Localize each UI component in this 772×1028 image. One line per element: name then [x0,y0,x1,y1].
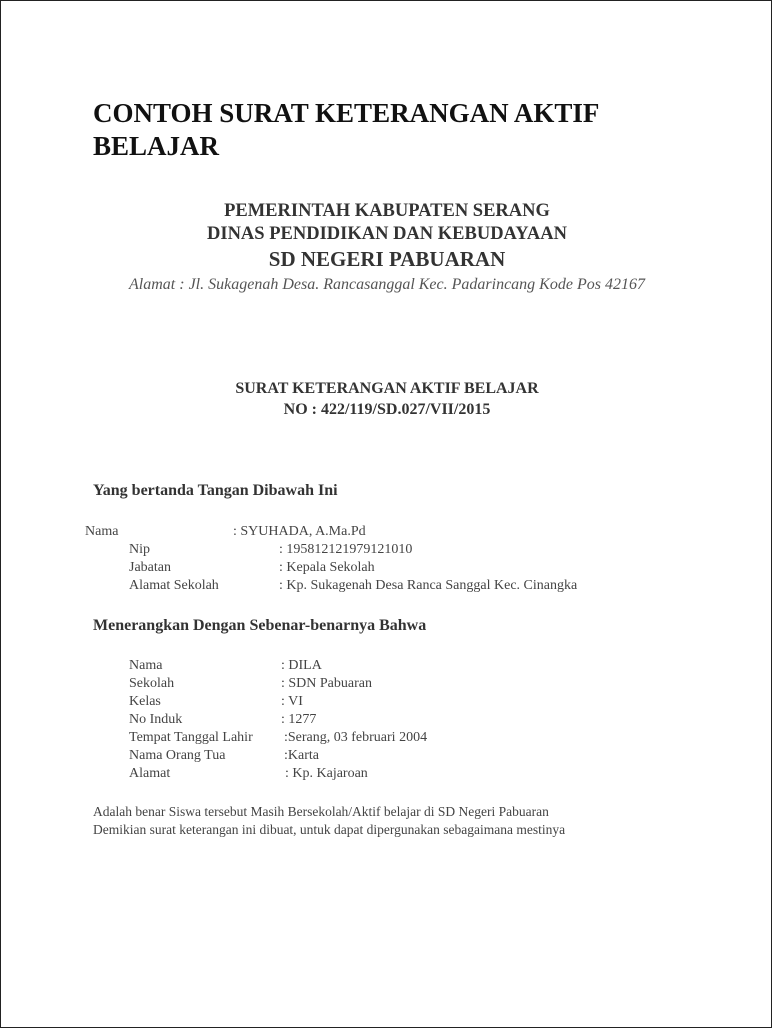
field-label: Nama [129,658,163,673]
field-value: : SYUHADA, A.Ma.Pd [233,524,366,539]
title-line-2: BELAJAR [93,131,220,161]
field-value: : Kp. Kajaroan [285,766,368,781]
field-label: No Induk [129,712,183,727]
field-label: Jabatan [129,560,171,575]
letter-title: SURAT KETERANGAN AKTIF BELAJAR [235,380,539,397]
signer-heading: Yang bertanda Tangan Dibawah Ini [93,482,338,499]
field-value: : DILA [281,658,322,673]
closing-line-1: Adalah benar Siswa tersebut Masih Bersekolah/Aktif belajar di SD Negeri Pabuaran [93,804,549,819]
letterhead-government: PEMERINTAH KABUPATEN SERANG [224,201,550,221]
field-label: Alamat Sekolah [129,578,219,593]
field-value: : 1277 [281,712,317,727]
letterhead-department: DINAS PENDIDIKAN DAN KEBUDAYAAN [207,224,567,244]
title-line-1: CONTOH SURAT KETERANGAN AKTIF [93,98,600,128]
field-value: :Karta [284,748,319,763]
field-label: Nama [85,524,119,539]
field-value: : 195812121979121010 [279,542,413,557]
letter-heading [1,378,772,420]
field-label: Nama Orang Tua [129,748,226,763]
field-label: Alamat [129,766,171,781]
letter-number: NO : 422/119/SD.027/VII/2015 [283,401,491,418]
document-title [93,97,713,163]
field-label: Nip [129,542,150,557]
field-value: : Kp. Sukagenah Desa Ranca Sanggal Kec. Cinangka [279,578,578,593]
letterhead-address: Alamat : Jl. Sukagenah Desa. Rancasanggal Kec. Padarincang Kode Pos 42167 [129,276,645,293]
closing-line-2: Demikian surat keterangan ini dibuat, untuk dapat dipergunakan sebagaimana mestinya [93,822,566,837]
field-value: : Kepala Sekolah [279,560,375,575]
letterhead [1,200,772,296]
letterhead-school: SD NEGERI PABUARAN [268,247,506,271]
field-label: Kelas [129,694,161,709]
field-value: :Serang, 03 februari 2004 [284,730,428,745]
statement-heading: Menerangkan Dengan Sebenar-benarnya Bahwa [93,617,427,634]
field-label: Tempat Tanggal Lahir [129,730,253,745]
field-value: : VI [281,694,303,709]
field-value: : SDN Pabuaran [281,676,372,691]
field-label: Sekolah [129,676,175,691]
